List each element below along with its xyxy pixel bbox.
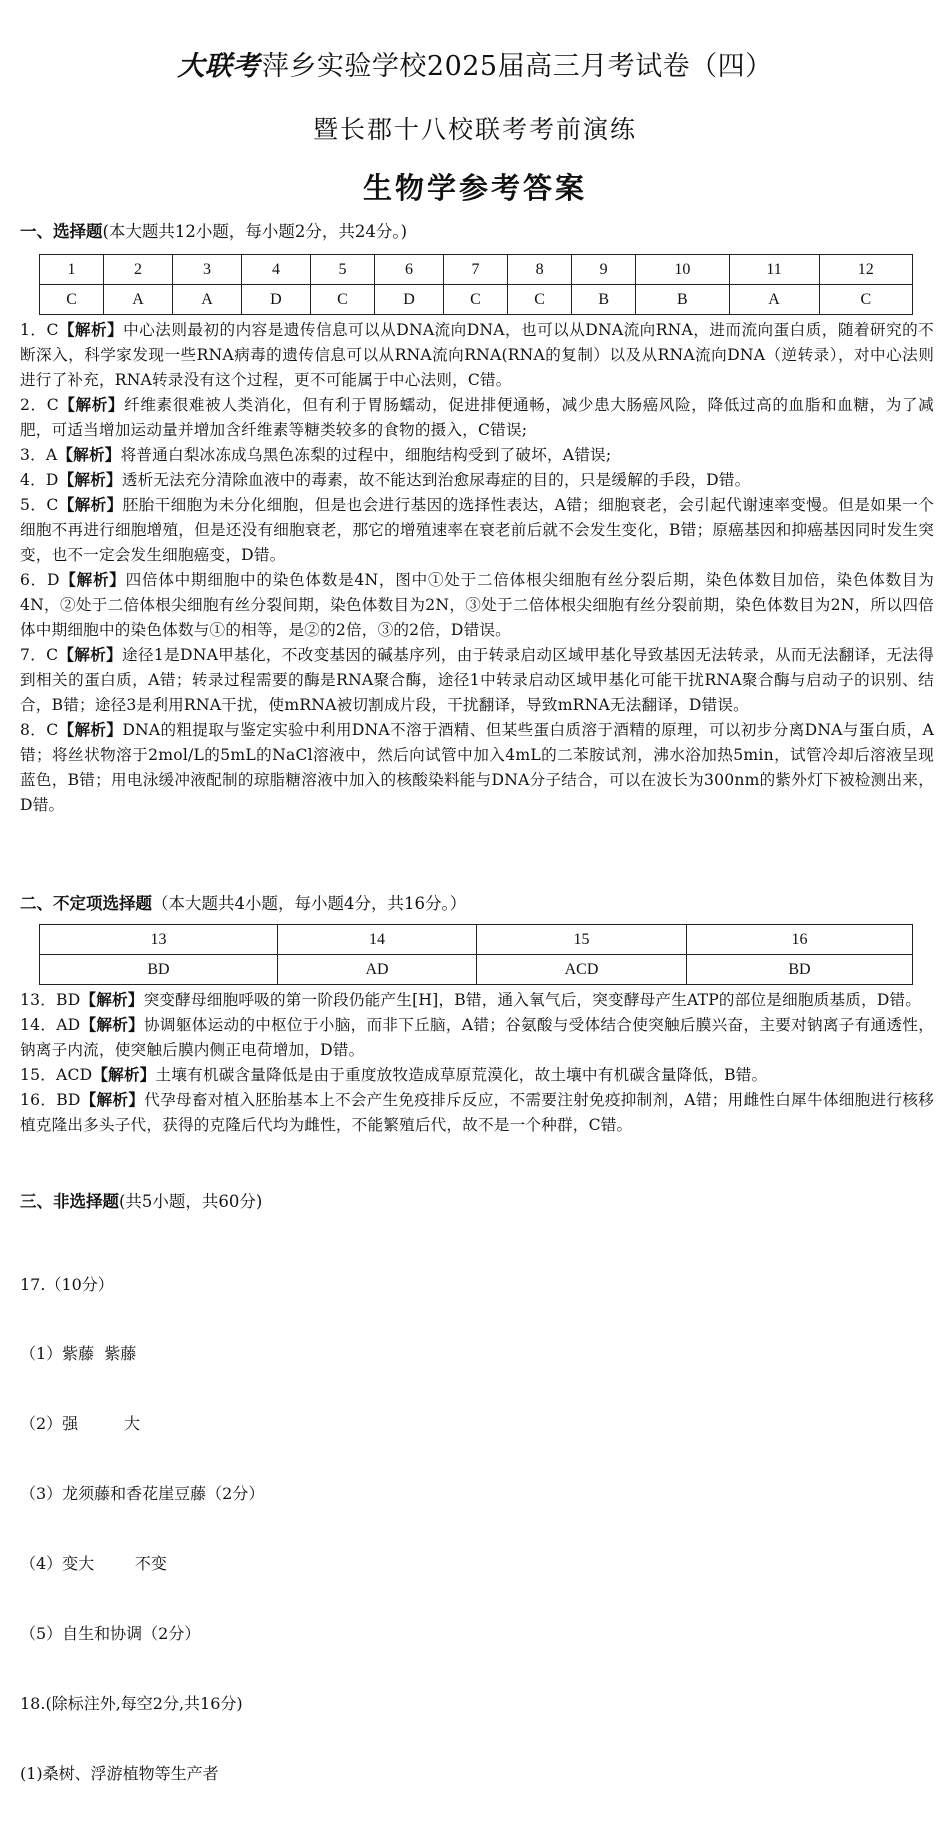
table-cell: 13 (40, 925, 278, 955)
table-cell: A (173, 285, 242, 315)
table-cell: D (241, 285, 310, 315)
table-cell: C (508, 285, 572, 315)
section-2-heading: 二、不定项选择题（本大题共4小题，每小题4分，共16分。） (20, 894, 467, 913)
table-cell: 4 (241, 255, 310, 285)
table-cell: A (104, 285, 173, 315)
table-cell: 15 (477, 925, 687, 955)
answer-line: （2）强 大 (20, 1414, 140, 1434)
explanation-list-1 (20, 318, 934, 818)
answer-line: （5）自生和协调（2分） (20, 1624, 201, 1644)
table-cell: 11 (729, 255, 819, 285)
table-cell: 2 (104, 255, 173, 285)
table-cell: C (40, 285, 104, 315)
table-cell: B (572, 285, 636, 315)
table-cell: 6 (375, 255, 444, 285)
section-3-heading: 三、非选择题(共5小题，共60分) (20, 1192, 263, 1211)
question-17-answers (20, 1226, 264, 1832)
explanation-item: 2．C【解析】纤维素很难被人类消化，但有利于胃肠蠕动，促进排便通畅，减少患大肠癌风险，降低过高的血脂和血糖，为了减肥，可适当增加运动量并增加含纤维素等糖类较多的食物的摄入，C错误; (20, 396, 934, 439)
table-row-numbers (40, 255, 913, 285)
explanation-item: 8．C【解析】DNA的粗提取与鉴定实验中利用DNA不溶于酒精、但某些蛋白质溶于酒精的原理，可以初步分离DNA与蛋白质，A错；将丝状物溶于2mol/L的5mL的NaCl溶液中，然后向试管中加入4mL的二苯胺试剂，沸水浴加热5min，试管冷却后溶液呈现蓝色，B错；用电泳缓冲液配制的琼脂糖溶液中加入的核酸染料能与DNA分子结合，可以在波长为300nm的紫外灯下被检测出来，D错。 (20, 721, 934, 814)
document-title: 生物学参考答案 (362, 171, 587, 205)
table-cell: 14 (278, 925, 477, 955)
table-cell: BD (40, 955, 278, 985)
question-title: 17.（10分） (20, 1274, 114, 1294)
table-cell: 9 (572, 255, 636, 285)
table-cell: ACD (477, 955, 687, 985)
table-row-answers (40, 955, 913, 985)
table-cell: A (729, 285, 819, 315)
table-cell: C (819, 285, 912, 315)
table-row-answers (40, 285, 913, 315)
table-cell: 16 (687, 925, 913, 955)
table-cell: 12 (819, 255, 912, 285)
explanation-item: 3．A【解析】将普通白梨冰冻成乌黑色冻梨的过程中，细胞结构受到了破坏，A错误; (20, 446, 612, 464)
answer-line: （4）变大 不变 (20, 1554, 167, 1574)
section-1-heading: 一、选择题(本大题共12小题，每小题2分，共24分。) (20, 222, 408, 241)
exam-title-text: 萍乡实验学校2025届高三月考试卷（四） (261, 51, 773, 82)
explanation-item: 5．C【解析】胚胎干细胞为未分化细胞，但是也会进行基因的选择性表达，A错；细胞衰老，会引起代谢速率变慢。但是如果一个细胞不再进行细胞增殖，但是还没有细胞衰老，那它的增殖速率在衰老前后就不会发生变化，B错；原癌基因和抑癌基因同时发生突变，也不一定会发生细胞癌变，D错。 (20, 496, 935, 564)
exam-title (0, 44, 950, 83)
table-cell: C (310, 285, 374, 315)
explanation-item: 13．BD【解析】突变酵母细胞呼吸的第一阶段仍能产生[H]，B错，通入氧气后，突变酵母产生ATP的部位是细胞质基质，D错。 (20, 991, 922, 1009)
question-title: 18.(除标注外,每空2分,共16分) (20, 1693, 243, 1713)
explanation-item: 6．D【解析】四倍体中期细胞中的染色体数是4N，图中①处于二倍体根尖细胞有丝分裂后期，染色体数目加倍，染色体数目为4N，②处于二倍体根尖细胞有丝分裂间期，染色体数目为2N，③处于二倍体根尖细胞有丝分裂前期，染色体数目为2N，所以四倍体中期细胞中的染色体数与①的相等，是②的2倍，③的2倍，D错误。 (20, 571, 934, 639)
table-cell: 10 (636, 255, 729, 285)
explanation-item: 1．C【解析】中心法则最初的内容是遗传信息可以从DNA流向DNA，也可以从DNA流向RNA，进而流向蛋白质，随着研究的不断深入，科学家发现一些RNA病毒的遗传信息可以从RNA流向RNA(RNA的复制）以及从RNA流向DNA（逆转录），对中心法则进行了补充，RNA转录没有这个过程，更不可能属于中心法则，C错。 (20, 321, 934, 389)
table-cell: 8 (508, 255, 572, 285)
section-1-answer-table (39, 254, 913, 315)
answer-line: (1)桑树、浮游植物等生产者 (20, 1763, 219, 1783)
brand-label: 大联考 (177, 51, 260, 82)
table-cell: D (375, 285, 444, 315)
exam-subtitle: 暨长郡十八校联考考前演练 (312, 115, 637, 144)
explanation-item: 4．D【解析】透析无法充分清除血液中的毒素，故不能达到治愈尿毒症的目的，只是缓解的手段，D错。 (20, 471, 751, 489)
explanation-item: 15．ACD【解析】土壤有机碳含量降低是由于重度放牧造成草原荒漠化，故土壤中有机碳含量降低，B错。 (20, 1066, 768, 1084)
section-2-answer-table (39, 924, 913, 985)
table-cell: 5 (310, 255, 374, 285)
table-cell: 3 (173, 255, 242, 285)
explanation-item: 14．AD【解析】协调躯体运动的中枢位于小脑，而非下丘脑，A错；谷氨酸与受体结合使突触后膜兴奋，主要对钠离子有通透性，钠离子内流，使突触后膜内侧正电荷增加，D错。 (20, 1016, 934, 1059)
table-cell: 1 (40, 255, 104, 285)
table-row-numbers (40, 925, 913, 955)
table-cell: 7 (443, 255, 507, 285)
explanation-item: 7．C【解析】途径1是DNA甲基化，不改变基因的碱基序列，由于转录启动区域甲基化导致基因无法转录，从而无法翻译，无法得到相关的蛋白质，A错；转录过程需要的酶是RNA聚合酶，途径1中转录启动区域甲基化可能干扰RNA聚合酶与启动子的识别、结合，B错；途径3是利用RNA干扰，使mRNA被切割成片段，干扰翻译，导致mRNA无法翻译，D错误。 (20, 646, 934, 714)
answer-line: （3）龙须藤和香花崖豆藤（2分） (20, 1484, 265, 1504)
explanation-item: 16．BD【解析】代孕母畜对植入胚胎基本上不会产生免疫排斥反应，不需要注射免疫抑制剂，A错；用雌性白犀牛体细胞进行核移植克隆出多头子代，获得的克隆后代均为雌性，不能繁殖后代，故不是一个种群，C错。 (20, 1091, 934, 1134)
explanation-list-2 (20, 988, 934, 1138)
table-cell: C (443, 285, 507, 315)
table-cell: B (636, 285, 729, 315)
table-cell: BD (687, 955, 913, 985)
answer-line: （1）紫藤 紫藤 (20, 1344, 137, 1364)
table-cell: AD (278, 955, 477, 985)
